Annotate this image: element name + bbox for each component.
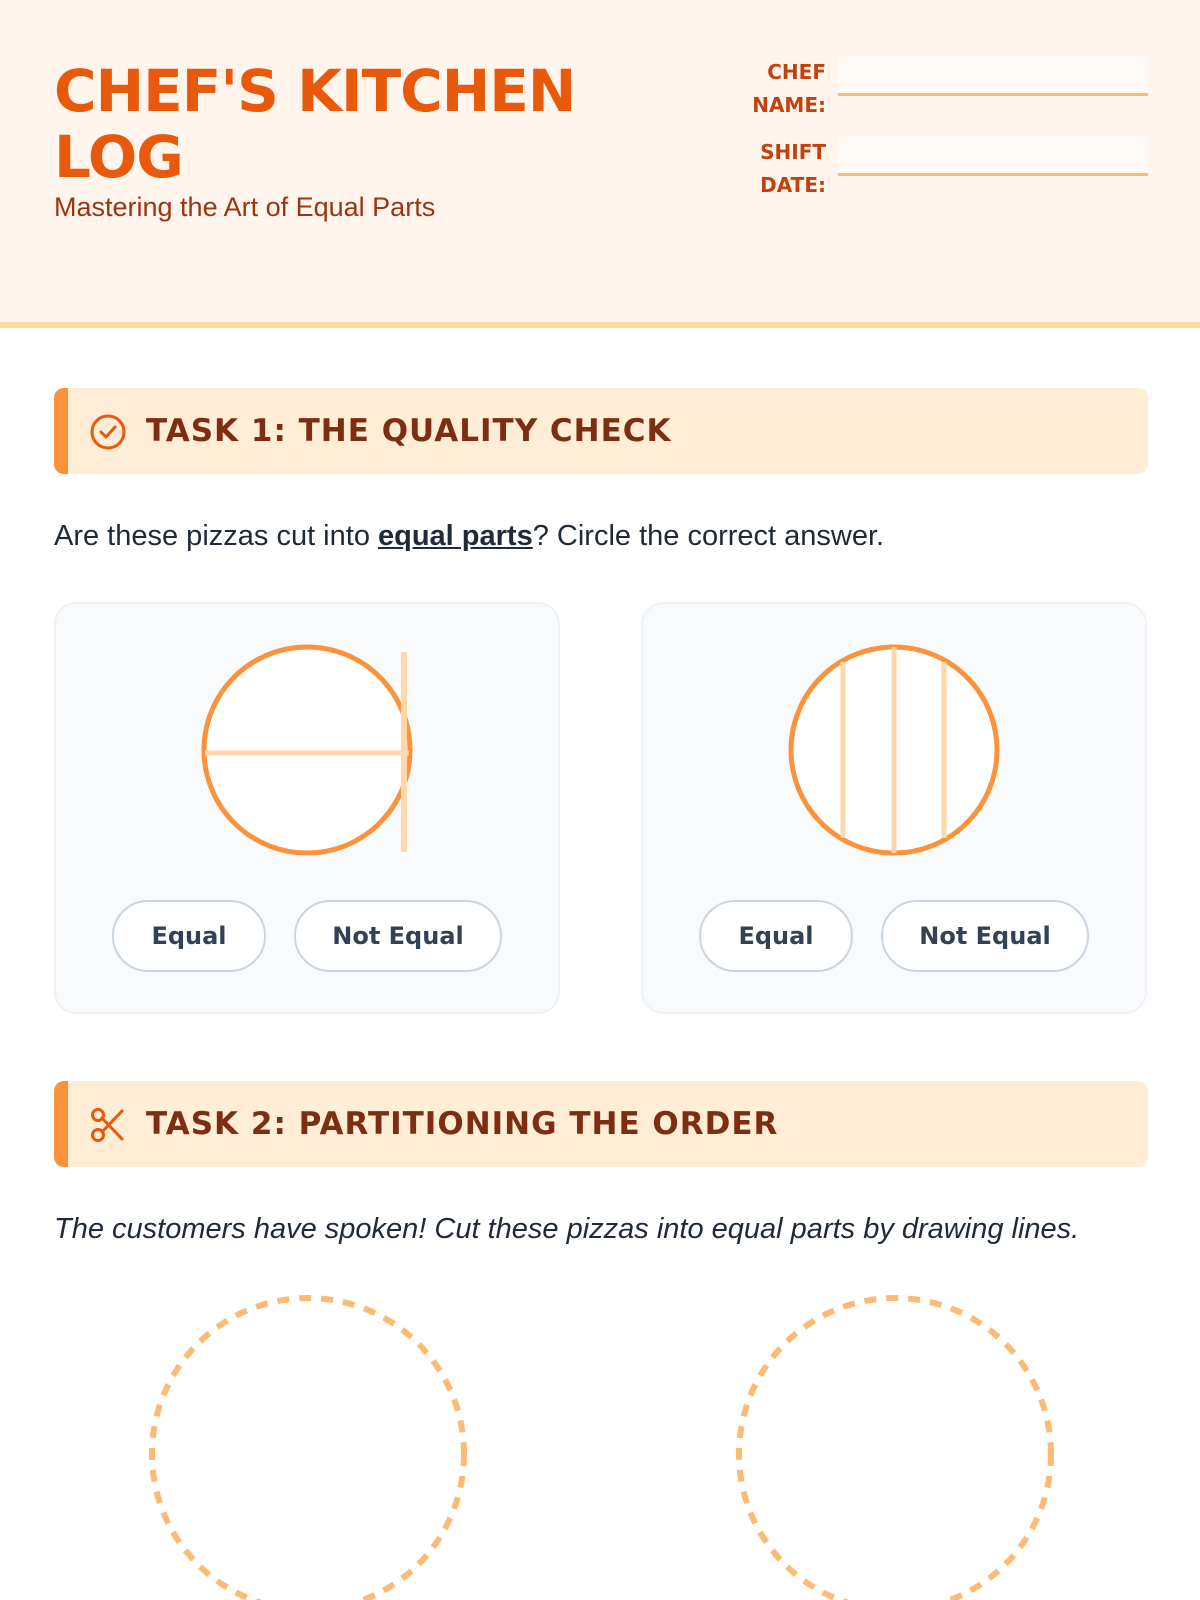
chef-name-input[interactable] [838, 56, 1148, 96]
chef-name-label-line1: CHEF [767, 60, 826, 84]
card2-not-equal-option[interactable]: Not Equal [881, 900, 1089, 972]
task1-header [54, 388, 1148, 474]
card2-equal-option[interactable]: Equal [699, 900, 853, 972]
page-header [0, 0, 1200, 328]
blank-pizza-2[interactable] [735, 1294, 1055, 1600]
quality-check-card-1 [54, 602, 560, 1014]
scissors-icon [88, 1105, 128, 1145]
shift-date-label-line1: SHIFT [760, 140, 826, 164]
chef-name-label [720, 56, 826, 122]
unequal-cuts-pizza [201, 644, 417, 860]
task1-instruction-tail: ? Circle the correct answer. [532, 520, 885, 552]
shift-date-label [720, 136, 826, 202]
chef-name-field [720, 56, 1148, 124]
shift-date-field [720, 136, 1148, 204]
task1-title: TASK 1: THE QUALITY CHECK [146, 413, 672, 449]
task2-title: TASK 2: PARTITIONING THE ORDER [146, 1106, 779, 1142]
task1-instruction-text: Are these pizzas cut into [54, 520, 378, 552]
check-circle-icon [88, 412, 128, 452]
page-title: CHEF'S KITCHEN LOG [54, 57, 576, 191]
shift-date-input[interactable] [838, 136, 1148, 176]
task1-instruction [54, 520, 884, 553]
page-subtitle: Mastering the Art of Equal Parts [54, 192, 436, 222]
four-strip-pizza [788, 644, 1004, 860]
task2-header [54, 1081, 1148, 1167]
shift-date-label-line2: DATE: [760, 173, 826, 197]
card1-equal-option[interactable]: Equal [112, 900, 266, 972]
quality-check-card-2 [641, 602, 1147, 1014]
card1-not-equal-option[interactable]: Not Equal [294, 900, 502, 972]
task2-instruction: The customers have spoken! Cut these pizzas into equal parts by drawing lines. [54, 1213, 1080, 1245]
blank-pizza-1[interactable] [148, 1294, 468, 1600]
chef-name-label-line2: NAME: [752, 93, 826, 117]
task1-instruction-emphasis: equal parts [378, 520, 533, 552]
